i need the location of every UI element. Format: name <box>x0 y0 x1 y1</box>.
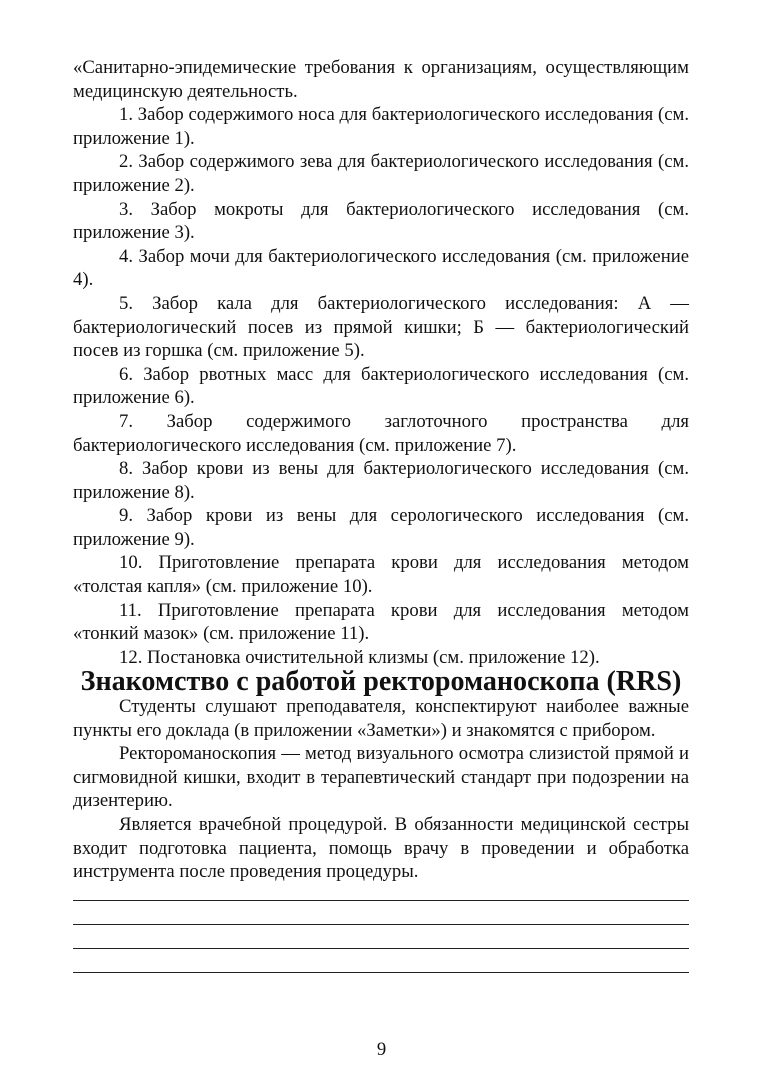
section-paragraph-1: Студенты слушают преподавателя, конспектируют наиболее важные пункты его доклада (в приложении «Заметки») и знакомятся с прибором. <box>73 696 689 741</box>
list-item-3: 3. Забор мокроты для бактериологического исследования (см. приложение 3). <box>73 198 689 244</box>
list-item-2: 2. Забор содержимого зева для бактериологического исследования (см. приложение 2). <box>73 151 689 196</box>
notes-line <box>73 972 689 973</box>
list-item-5: 5. Забор кала для бактериологического исследования: А — бактериологический посев из прямой кишки; Б — бактериологический посев из горшка (см. приложение 5). <box>73 292 689 362</box>
notes-lines <box>73 900 689 973</box>
page-body <box>73 56 689 996</box>
notes-line <box>73 948 689 949</box>
intro-paragraph: «Санитарно-эпидемические требования к организациям, осуществляющим медицинскую деятельность. <box>73 57 689 102</box>
list-item-9: 9. Забор крови из вены для серологического исследования (см. приложение 9). <box>73 505 689 550</box>
page-number: 9 <box>376 1039 387 1060</box>
notes-line <box>73 900 689 901</box>
list-item-7: 7. Забор содержимого заглоточного пространства для бактериологического исследования (см. приложение 7). <box>73 410 689 456</box>
list-item-4: 4. Забор мочи для бактериологического исследования (см. приложение 4). <box>73 245 689 291</box>
section-paragraph-3: Является врачебной процедурой. В обязанности медицинской сестры входит подготовка пациента, помощь врачу в проведении и обработка инструмента после проведения процедуры. <box>73 814 689 883</box>
notes-line <box>73 924 689 925</box>
list-item-12: 12. Постановка очистительной клизмы (см. приложение 12). <box>119 646 600 668</box>
list-item-10: 10. Приготовление препарата крови для исследования методом «толстая капля» (см. приложение 10). <box>73 552 689 598</box>
list-item-8: 8. Забор крови из вены для бактериологического исследования (см. приложение 8). <box>73 458 689 503</box>
list-item-6: 6. Забор рвотных масс для бактериологического исследования (см. приложение 6). <box>73 363 689 409</box>
list-item-11: 11. Приготовление препарата крови для исследования методом «тонкий мазок» (см. приложение 11). <box>73 599 689 645</box>
list-item-1: 1. Забор содержимого носа для бактериологического исследования (см. приложение 1). <box>73 104 689 149</box>
section-paragraph-2: Ректороманоскопия — метод визуального осмотра слизистой прямой и сигмовидной кишки, входит в терапевтический стандарт при подозрении на дизентерию. <box>73 743 689 812</box>
section-heading: Знакомство с работой ректороманоскопа (RRS) <box>80 666 682 698</box>
